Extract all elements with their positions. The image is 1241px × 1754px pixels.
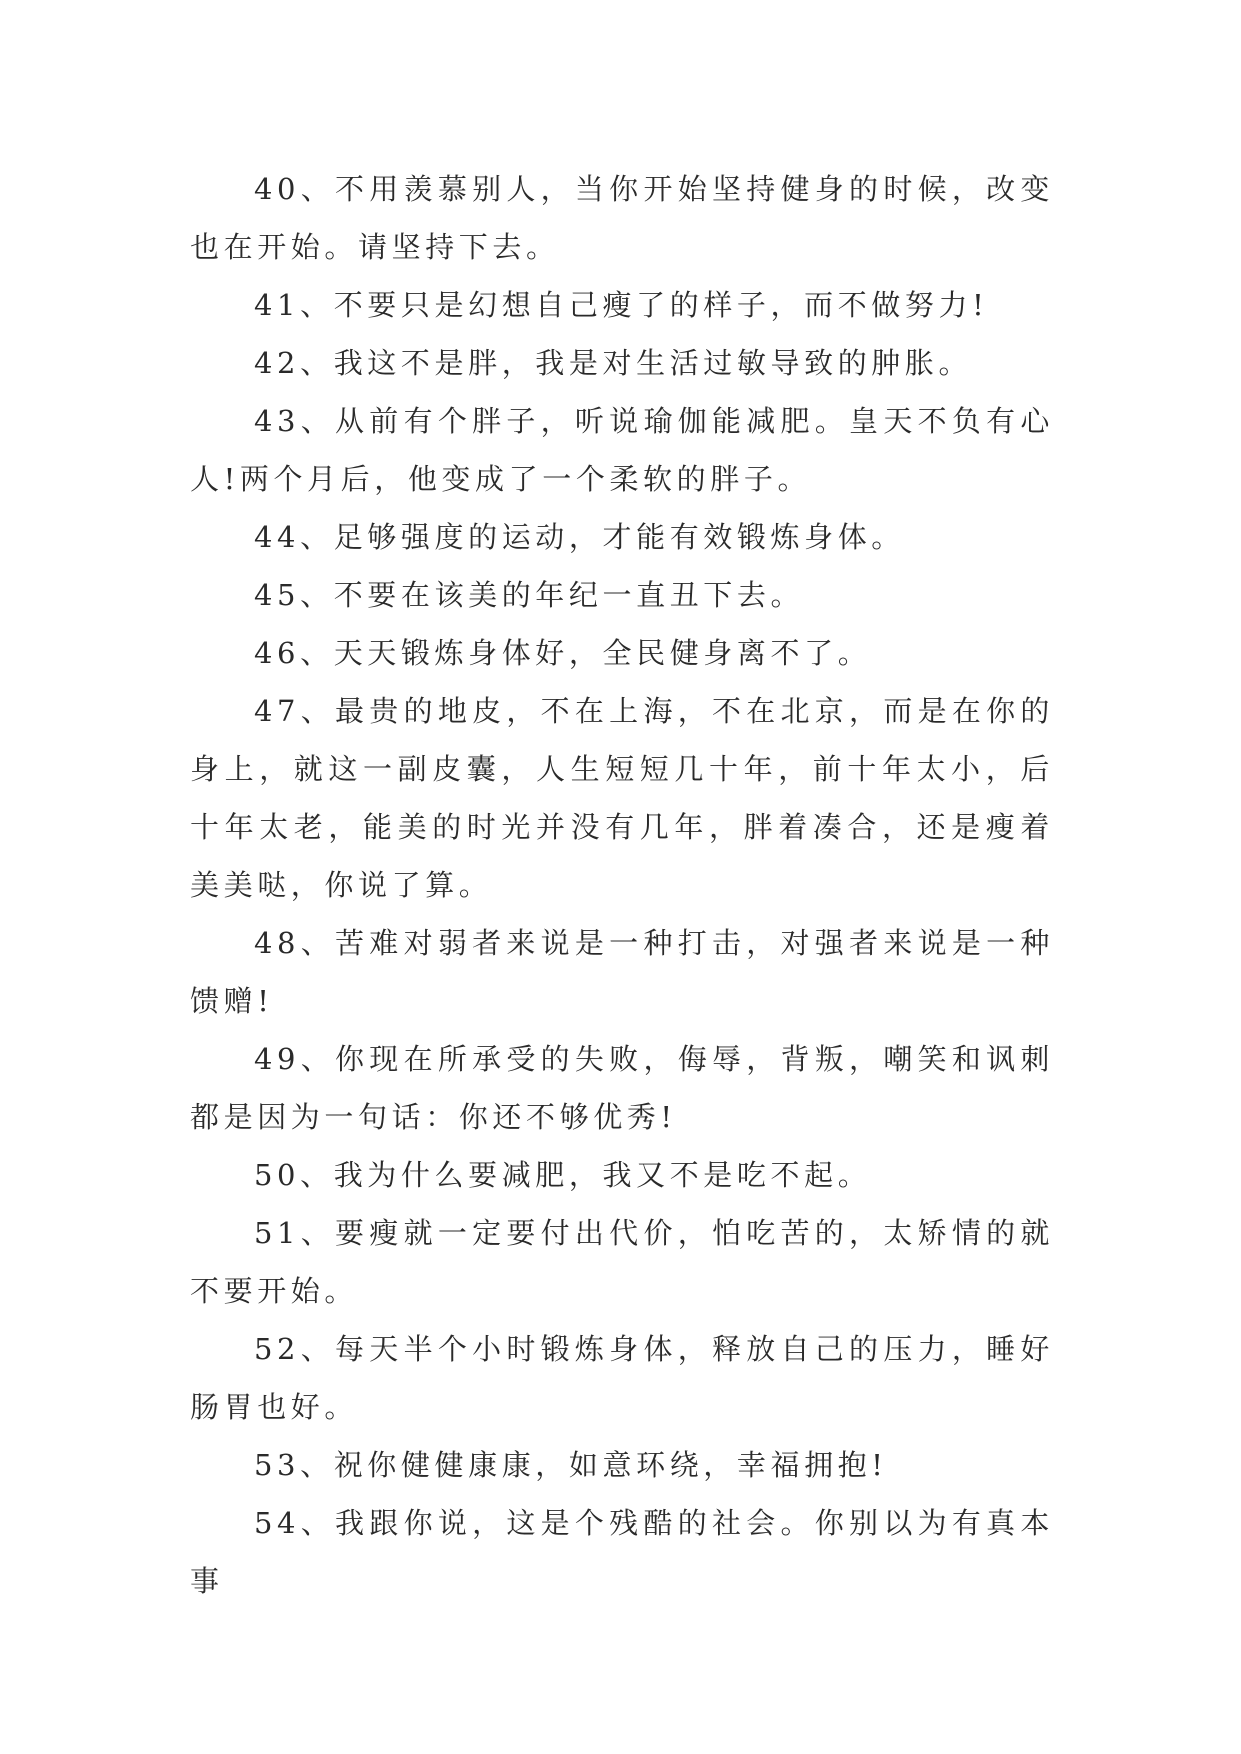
paragraph-52: 52、每天半个小时锻炼身体，释放自己的压力，睡好肠胃也好。 [190,1332,1054,1424]
paragraph-50: 50、我为什么要减肥，我又不是吃不起。 [254,1158,872,1192]
paragraph-49: 49、你现在所承受的失败，侮辱，背叛，嘲笑和讽刺都是因为一句话：你还不够优秀! [190,1042,1054,1134]
paragraph-48: 48、苦难对弱者来说是一种打击，对强者来说是一种馈赠! [190,926,1054,1018]
paragraph-53: 53、祝你健健康康，如意环绕，幸福拥抱! [254,1448,888,1482]
paragraph-41: 41、不要只是幻想自己瘦了的样子，而不做努力! [254,288,989,322]
paragraph-40: 40、不用羡慕别人，当你开始坚持健身的时候，改变也在开始。请坚持下去。 [190,172,1054,264]
paragraph-44: 44、足够强度的运动，才能有效锻炼身体。 [254,520,905,554]
paragraph-42: 42、我这不是胖，我是对生活过敏导致的肿胀。 [254,346,973,380]
paragraph-46: 46、天天锻炼身体好，全民健身离不了。 [254,636,872,670]
paragraph-51: 51、要瘦就一定要付出代价，怕吃苦的，太矫情的就不要开始。 [190,1216,1054,1308]
paragraph-47: 47、最贵的地皮，不在上海，不在北京，而是在你的身上，就这一副皮囊，人生短短几十年，前十年太小，后十年太老，能美的时光并没有几年，胖着凑合，还是瘦着美美哒，你说了算。 [190,694,1054,902]
paragraph-43: 43、从前有个胖子，听说瑜伽能减肥。皇天不负有心人!两个月后，他变成了一个柔软的胖子。 [190,404,1054,496]
paragraph-54: 54、我跟你说，这是个残酷的社会。你别以为有真本事 [190,1506,1054,1598]
paragraph-45: 45、不要在该美的年纪一直丑下去。 [254,578,805,612]
document-body [190,160,1054,1610]
